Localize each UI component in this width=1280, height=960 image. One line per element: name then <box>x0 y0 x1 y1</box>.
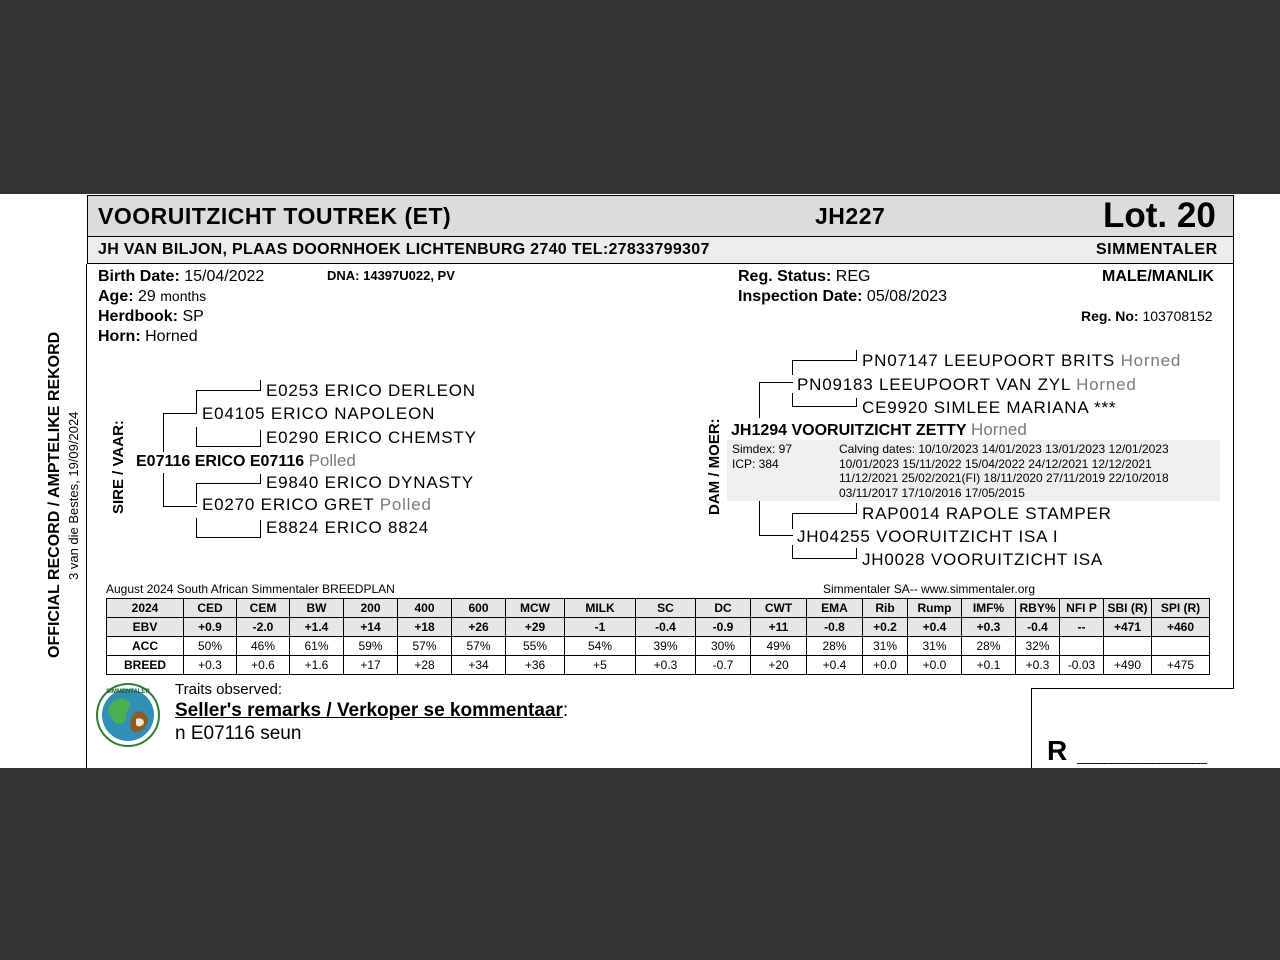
table-cell: 49% <box>751 637 807 656</box>
simmentaler-logo-icon <box>96 683 160 747</box>
table-cell: +29 <box>506 618 565 637</box>
table-cell: 61% <box>290 637 344 656</box>
sire-dam-sire: E9840 ERICO DYNASTY <box>266 473 474 492</box>
dam-label: DAM / MOER: <box>706 418 723 515</box>
sire-label: SIRE / VAAR: <box>110 420 127 514</box>
header-cell: RBY% <box>1016 599 1060 618</box>
table-cell: +11 <box>751 618 807 637</box>
table-cell: +20 <box>751 656 807 675</box>
dam-sire-sire: PN07147 LEEUPOORT BRITS Horned <box>862 351 1182 370</box>
birth-date: Birth Date: 15/04/2022 <box>98 268 265 285</box>
header-cell: MCW <box>506 599 565 618</box>
table-row-ebv <box>107 618 1210 637</box>
table-cell: -1 <box>565 618 636 637</box>
card-left-border <box>86 264 87 768</box>
table-cell: 57% <box>398 637 452 656</box>
ds-bracket-down-tick <box>792 406 856 407</box>
ss-bracket-up <box>196 390 197 413</box>
dam-dam-dam: JH0028 VOORUITZICHT ISA <box>862 550 1104 569</box>
header-cell: Rib <box>863 599 908 618</box>
dna-info: DNA: 14397U022, PV <box>327 268 455 283</box>
table-cell: +0.4 <box>908 618 962 637</box>
header-cell: CED <box>184 599 237 618</box>
table-cell: +36 <box>506 656 565 675</box>
row-label: EBV <box>107 618 184 637</box>
sire-sire: E04105 ERICO NAPOLEON <box>202 404 436 423</box>
card-right-border <box>1233 264 1234 688</box>
animal-name: VOORUITZICHT TOUTREK (ET) <box>98 203 452 229</box>
breedplan-website: Simmentaler SA-- www.simmentaler.org <box>823 582 1036 596</box>
table-cell: 31% <box>863 637 908 656</box>
row-label: BREED <box>107 656 184 675</box>
sire-name: E07116 ERICO E07116 Polled <box>136 451 356 470</box>
sd-bracket-down <box>196 518 197 538</box>
table-cell: +471 <box>1104 618 1152 637</box>
table-cell: +490 <box>1104 656 1152 675</box>
table-cell: +1.6 <box>290 656 344 675</box>
table-cell: -0.4 <box>636 618 696 637</box>
header-cell: IMF% <box>962 599 1016 618</box>
dam-sire: PN09183 LEEUPOORT VAN ZYL Horned <box>797 375 1137 394</box>
table-cell: +0.6 <box>237 656 290 675</box>
header-cell: SPI (R) <box>1152 599 1210 618</box>
header-cell: 600 <box>452 599 506 618</box>
dd-bracket-up <box>792 513 793 529</box>
dam-dam-sire: RAP0014 RAPOLE STAMPER <box>862 504 1112 523</box>
table-cell: +14 <box>344 618 398 637</box>
table-cell: +0.2 <box>863 618 908 637</box>
table-cell <box>1152 637 1210 656</box>
ds-end-up <box>856 350 857 361</box>
header-cell: MILK <box>565 599 636 618</box>
table-cell: 39% <box>636 637 696 656</box>
dd-end-up <box>856 503 857 514</box>
sd-end-down <box>260 520 261 538</box>
dam-sire-dam: CE9920 SIMLEE MARIANA *** <box>862 398 1117 417</box>
sire-bracket-upper <box>163 413 164 452</box>
header-cell: SBI (R) <box>1104 599 1152 618</box>
sex-label: MALE/MANLIK <box>1102 268 1214 285</box>
breedplan-caption: August 2024 South African Simmentaler BREEDPLAN <box>106 582 395 596</box>
dam-bracket-upper <box>759 382 760 418</box>
table-cell: +0.0 <box>863 656 908 675</box>
table-cell: -2.0 <box>237 618 290 637</box>
ss-bracket-up-tick <box>196 390 260 391</box>
sire-bracket-lower <box>163 473 164 507</box>
table-cell: 54% <box>565 637 636 656</box>
table-cell: +34 <box>452 656 506 675</box>
row-label: ACC <box>107 637 184 656</box>
table-cell: +0.3 <box>962 618 1016 637</box>
lot-number: Lot. 20 <box>1103 196 1216 235</box>
ds-bracket-up <box>792 360 793 375</box>
inspection-date: Inspection Date: 05/08/2023 <box>738 288 947 305</box>
table-row-acc <box>107 637 1210 656</box>
calving-dates-2: 10/01/2023 15/11/2022 15/04/2022 24/12/2021 12/12/2021 <box>839 457 1152 471</box>
dd-bracket-down <box>792 545 793 559</box>
ds-bracket-down <box>792 393 793 407</box>
dam-dam: JH04255 VOORUITZICHT ISA I <box>797 527 1059 546</box>
table-cell: +0.0 <box>908 656 962 675</box>
table-cell: 59% <box>344 637 398 656</box>
header-cell: 400 <box>398 599 452 618</box>
table-cell: +0.3 <box>184 656 237 675</box>
official-record-label: OFFICIAL RECORD / AMPTELIKE REKORD <box>46 331 63 658</box>
table-cell: +475 <box>1152 656 1210 675</box>
header-cell: SC <box>636 599 696 618</box>
herdbook: Herdbook: SP <box>98 308 204 325</box>
ss-bracket-down <box>196 427 197 447</box>
table-cell: +5 <box>565 656 636 675</box>
simdex: Simdex: 97 <box>732 442 793 456</box>
table-cell <box>1104 637 1152 656</box>
logo-text: SIMMENTALER <box>106 689 150 695</box>
animal-id: JH227 <box>815 203 886 229</box>
header-cell: NFI P <box>1060 599 1104 618</box>
sd-end-up <box>260 474 261 484</box>
header-cell: EMA <box>807 599 863 618</box>
table-cell: +0.4 <box>807 656 863 675</box>
table-cell: +0.1 <box>962 656 1016 675</box>
header-cell: BW <box>290 599 344 618</box>
table-cell: -0.9 <box>696 618 751 637</box>
dam-name: JH1294 VOORUITZICHT ZETTY Horned <box>731 420 1027 439</box>
reg-number: Reg. No: 103708152 <box>1081 308 1213 324</box>
price-box-left <box>1031 688 1032 768</box>
header-cell: 200 <box>344 599 398 618</box>
header-cell: CEM <box>237 599 290 618</box>
header-cell: Rump <box>908 599 962 618</box>
dam-bracket-lower <box>759 500 760 536</box>
table-cell: -- <box>1060 618 1104 637</box>
table-cell: +0.9 <box>184 618 237 637</box>
ds-end-down <box>856 398 857 407</box>
sire-dam: E0270 ERICO GRET Polled <box>202 495 432 514</box>
table-cell: -0.8 <box>807 618 863 637</box>
table-cell: +1.4 <box>290 618 344 637</box>
table-cell <box>1060 637 1104 656</box>
header-cell: 2024 <box>107 599 184 618</box>
price-line[interactable]: ___________________ <box>1077 748 1206 764</box>
table-cell: +0.3 <box>1016 656 1060 675</box>
table-cell: +17 <box>344 656 398 675</box>
calving-dates-4: 03/11/2017 17/10/2016 17/05/2015 <box>839 486 1025 500</box>
table-cell: 32% <box>1016 637 1060 656</box>
breedplan-table <box>106 598 1210 675</box>
traits-observed: Traits observed: <box>175 681 282 698</box>
table-cell: +18 <box>398 618 452 637</box>
dd-end-down <box>856 548 857 559</box>
ss-end-up <box>260 380 261 391</box>
seller-remarks-text: n E07116 seun <box>175 723 302 744</box>
table-cell: +460 <box>1152 618 1210 637</box>
table-cell: 28% <box>807 637 863 656</box>
sire-dam-dam: E8824 ERICO 8824 <box>266 518 430 537</box>
calving-dates-3: 11/12/2021 25/02/2021(FI) 18/11/2020 27/11/2019 22/10/2018 <box>839 471 1169 485</box>
dd-bracket-down-tick <box>792 558 856 559</box>
table-cell: -0.4 <box>1016 618 1060 637</box>
icp: ICP: 384 <box>732 457 779 471</box>
sd-bracket-down-tick <box>196 537 260 538</box>
table-cell: 50% <box>184 637 237 656</box>
header-cell: DC <box>696 599 751 618</box>
price-label: R <box>1047 735 1068 766</box>
table-cell: 55% <box>506 637 565 656</box>
ss-bracket-down-tick <box>196 446 260 447</box>
table-cell: +0.3 <box>636 656 696 675</box>
table-cell: 31% <box>908 637 962 656</box>
table-header-row <box>107 599 1210 618</box>
sire-bracket-lower-tick <box>163 506 197 507</box>
owner-info: JH VAN BILJON, PLAAS DOORNHOEK LICHTENBURG 2740 TEL:27833799307 <box>98 241 710 258</box>
table-row-breed <box>107 656 1210 675</box>
table-cell: -0.03 <box>1060 656 1104 675</box>
table-cell: +26 <box>452 618 506 637</box>
ss-end-down <box>260 430 261 447</box>
seller-remarks-heading: Seller's remarks / Verkoper se kommentaar: <box>175 700 569 721</box>
price-box-top <box>1031 688 1234 689</box>
table-cell: +28 <box>398 656 452 675</box>
dam-bracket-lower-tick <box>759 535 793 536</box>
dd-bracket-up-tick <box>792 513 856 514</box>
sd-bracket-up <box>196 483 197 504</box>
table-cell: 46% <box>237 637 290 656</box>
age: Age: 29 months <box>98 288 207 305</box>
sd-bracket-up-tick <box>196 483 260 484</box>
table-cell: 57% <box>452 637 506 656</box>
dam-bracket-upper-tick <box>759 382 793 383</box>
table-cell: 28% <box>962 637 1016 656</box>
sire-sire-dam: E0290 ERICO CHEMSTY <box>266 428 477 447</box>
sire-bracket-upper-tick <box>163 413 197 414</box>
breed-label: SIMMENTALER <box>1096 241 1218 258</box>
table-cell: 30% <box>696 637 751 656</box>
record-source: 3 van die Bestes, 19/09/2024 <box>66 411 81 580</box>
horn-status: Horn: Horned <box>98 328 198 345</box>
calving-dates-1: Calving dates: 10/10/2023 14/01/2023 13/01/2023 12/01/2023 <box>839 442 1169 456</box>
sire-sire-sire: E0253 ERICO DERLEON <box>266 381 476 400</box>
ds-bracket-up-tick <box>792 360 856 361</box>
reg-status: Reg. Status: REG <box>738 268 871 285</box>
header-cell: CWT <box>751 599 807 618</box>
table-cell: -0.7 <box>696 656 751 675</box>
